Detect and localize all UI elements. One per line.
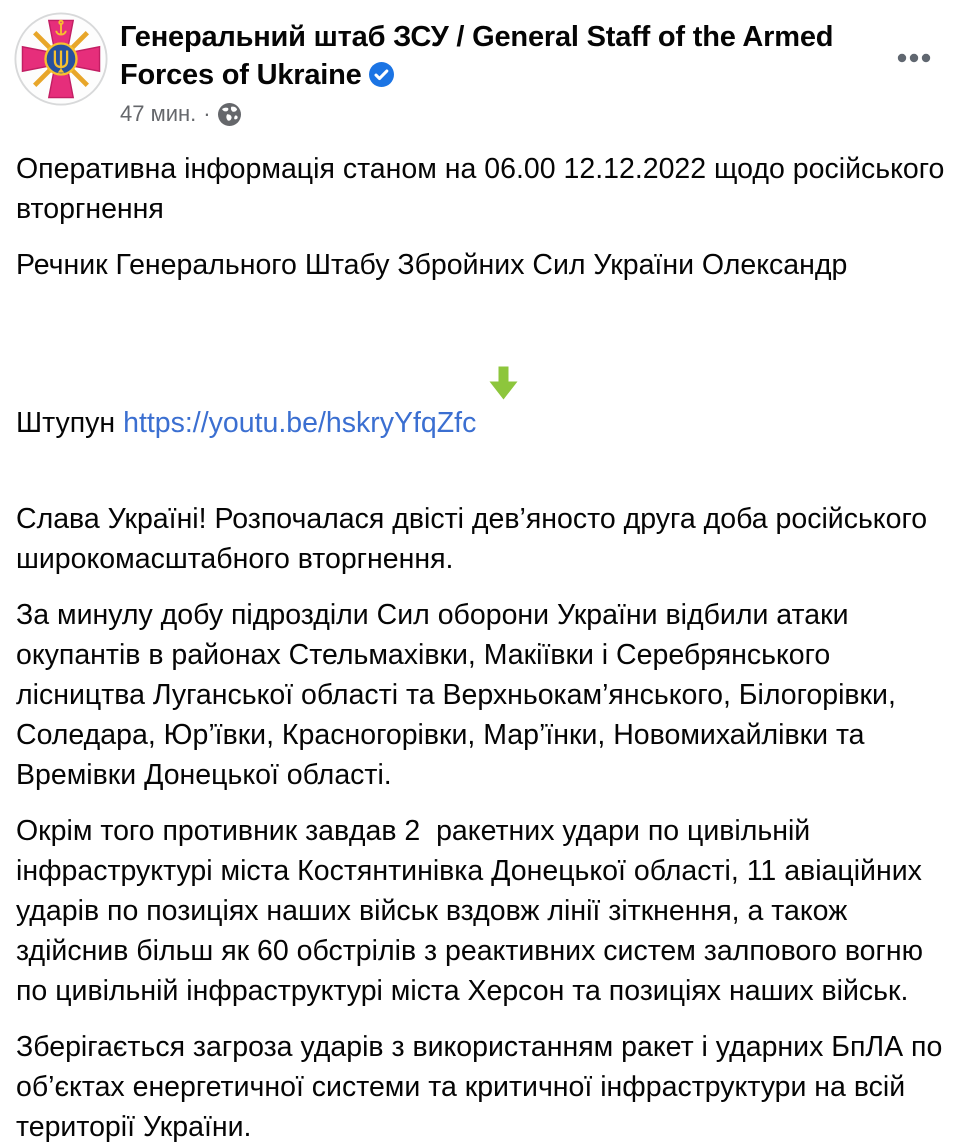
header-text xyxy=(120,12,880,127)
meta-separator: · xyxy=(203,101,211,126)
post-header xyxy=(0,0,964,127)
globe-public-icon xyxy=(218,103,241,126)
youtube-link[interactable]: https://youtu.be/hskryYfqZfc xyxy=(123,407,477,439)
post-paragraph: Окрім того противник завдав 2 ракетних удари по цивільній інфраструктурі міста Костянтинівка Донецької області, 11 авіаційних ударів по позиціях наших військ вздовж лінії зіткнення, а також здійснив більш як 60 обстрілів з реактивних систем залпового вогню по цивільній інфраструктурі міста Херсон та позиціях наших військ. xyxy=(16,815,931,1007)
post-paragraph: За минулу добу підрозділи Сил оборони України відбили атаки окупантів в районах Стельмахівки, Макіївки і Серебрянського лісництва Луганської області та Верхньокам’янського, Білогорівки, Соледара, Юр’ївки, Красногорівки, Мар’їнки, Новомихайлівки та Времівки Донецької області. xyxy=(16,599,904,791)
post-paragraph: Слава Україні! Розпочалася двісті дев’яносто друга доба російського широкомасштабного вторгнення. xyxy=(16,503,935,575)
three-dots-icon xyxy=(897,52,931,64)
page-name-link[interactable]: Генеральний штаб ЗСУ / General Staff of the Armed Forces of Ukraine xyxy=(120,21,834,91)
post-menu-button[interactable] xyxy=(892,42,936,74)
post-paragraph xyxy=(16,245,948,483)
paragraph-text: Речник Генерального Штабу Збройних Сил України Олександр Штупун xyxy=(16,249,856,439)
timestamp[interactable]: 47 мин. xyxy=(120,101,197,126)
verified-badge-icon xyxy=(369,59,394,84)
green-down-arrow-emoji xyxy=(488,285,519,321)
post-body xyxy=(0,127,964,1147)
general-staff-emblem-icon xyxy=(14,12,108,106)
post-meta xyxy=(120,101,880,127)
page-avatar[interactable] xyxy=(14,12,108,106)
post-paragraph: Зберігається загроза ударів з використанням ракет і ударних БпЛА по об’єктах енергетичної системи та критичної інфраструктури на всій території України. xyxy=(16,1031,951,1143)
post-paragraph: Оперативна інформація станом на 06.00 12.12.2022 щодо російського вторгнення xyxy=(16,153,953,225)
